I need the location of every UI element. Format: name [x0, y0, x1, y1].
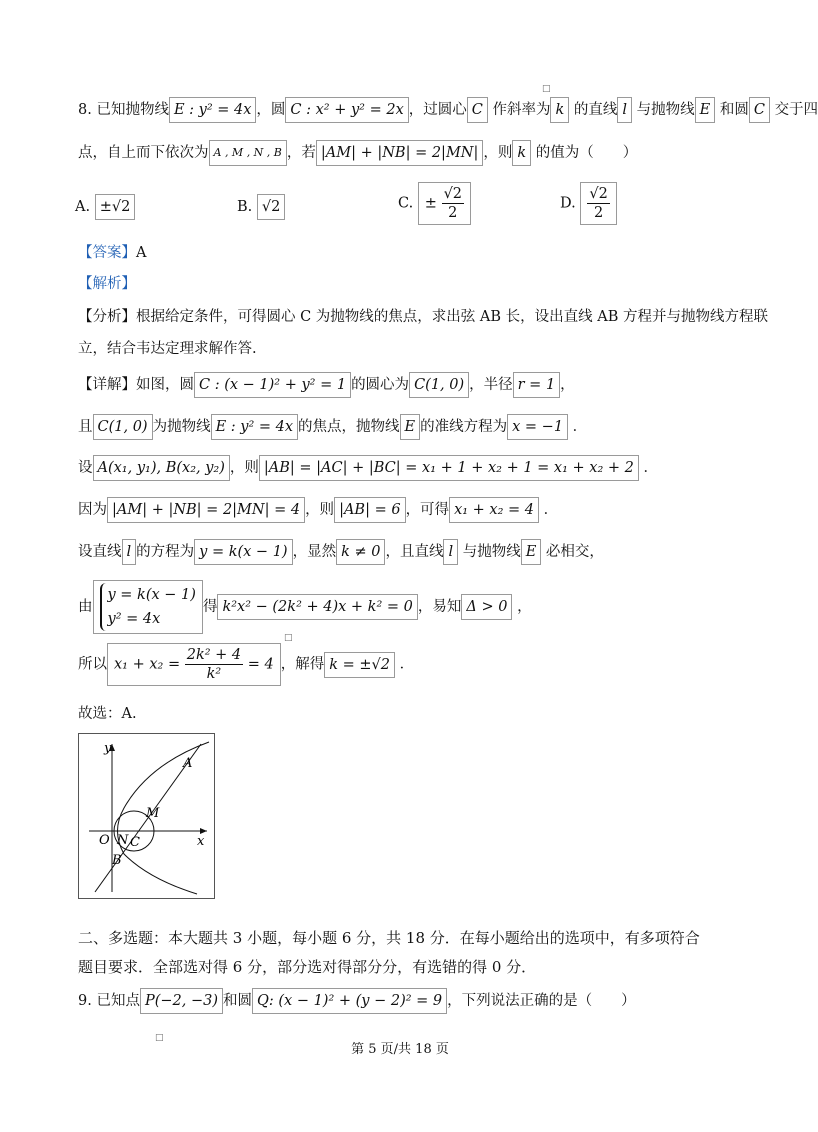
radius: r = 1 — [513, 372, 561, 398]
parabola-curve — [118, 742, 210, 894]
detail-text: ，解得 — [280, 656, 325, 673]
ab-length-equation: |AB| = |AC| + |BC| = x₁ + 1 + x₂ + 1 = x₁ + x₂ + 2 — [259, 455, 639, 481]
detail-row1 — [78, 372, 575, 398]
answer-value: A — [136, 245, 147, 261]
focus-point: C(1, 0) — [93, 414, 153, 440]
detail-text: 设直线 — [78, 544, 122, 560]
q8-text: 的值为（ ） — [535, 145, 638, 161]
discriminant: Δ > 0 — [461, 594, 512, 620]
page-footer: 第 5 页/共 18 页 — [351, 1042, 449, 1057]
detail-text: 的准线方程为 — [420, 419, 508, 435]
option-b[interactable] — [237, 194, 285, 220]
circle-c: C — [749, 97, 770, 123]
q8-text: 和圆 — [719, 102, 749, 118]
option-c-numerator: √2 — [443, 186, 463, 202]
option-b-label: B. — [237, 199, 253, 215]
option-c-value — [418, 182, 471, 225]
vieta-fraction — [185, 646, 243, 683]
k-nonzero: k ≠ 0 — [336, 539, 385, 565]
point-a-label: A — [183, 756, 193, 771]
detail-text: ． — [399, 656, 415, 673]
q8-text: 的直线 — [573, 102, 618, 118]
vieta-denominator: k² — [206, 666, 222, 682]
line-l-ref: l — [122, 539, 137, 565]
option-d-fraction — [587, 185, 609, 222]
option-a-label: A. — [75, 199, 91, 215]
detail-text: ，易知 — [417, 599, 462, 615]
detail-text: ，则 — [305, 502, 335, 518]
detail-text: ，半径 — [469, 377, 513, 393]
line-equation: y = k(x − 1) — [194, 539, 292, 565]
q8-prefix: 8. 已知抛物线 — [78, 102, 169, 118]
detail-row5 — [78, 539, 604, 565]
detail-text: 的方程为 — [136, 544, 195, 560]
point-n-label: N — [117, 833, 129, 848]
detail-row3 — [78, 455, 658, 481]
system-brace — [100, 583, 196, 631]
circle-equation: C : (x − 1)² + y² = 1 — [194, 372, 351, 398]
fenxi-line1: 【分析】根据给定条件，可得圆心 C 为抛物线的焦点，求出弦 AB 长，设出直线 AB 方程并与抛物线方程联 — [78, 309, 768, 325]
detail-text: 由 — [78, 599, 93, 615]
circle-q: Q: (x − 1)² + (y − 2)² = 9 — [252, 988, 447, 1014]
line-l: l — [617, 97, 632, 123]
fenxi-line2: 立，结合韦达定理求解作答. — [78, 341, 257, 357]
point-m-label: M — [146, 806, 160, 821]
detail-text: ， — [517, 599, 532, 615]
option-c-label: C. — [398, 195, 414, 212]
point-b-label: B — [112, 853, 122, 868]
option-c-sign: ± — [424, 195, 437, 212]
parabola-equation: E : y² = 4x — [211, 414, 298, 440]
option-c-fraction — [442, 185, 464, 222]
k-solution: k = ±√2 — [324, 652, 395, 678]
answer-line — [78, 242, 146, 264]
q8-text: 交于四 — [774, 102, 818, 118]
vieta-equation — [107, 643, 281, 686]
stray-mark: □ — [155, 1033, 164, 1043]
option-b-value: √2 — [257, 194, 285, 220]
parabola-e: E — [695, 97, 716, 123]
stray-mark: □ — [542, 84, 551, 94]
parabola-formula: E : y² = 4x — [169, 97, 256, 123]
detail-text: 的圆心为 — [351, 377, 410, 393]
option-c-denominator: 2 — [448, 205, 458, 221]
ab-value: |AB| = 6 — [334, 497, 406, 523]
option-d-numerator: √2 — [589, 186, 608, 202]
vieta-lhs: x₁ + x₂ = — [114, 656, 181, 673]
k-value: k — [512, 140, 531, 166]
geometry-figure — [78, 733, 215, 899]
condition-formula: |AM| + |NB| = 2|MN| — [316, 140, 483, 166]
detail-text: 必相交， — [545, 544, 604, 560]
detail-text: ，显然 — [292, 544, 337, 560]
detail-text: 因为 — [78, 502, 107, 518]
detail-text: 为抛物线 — [152, 419, 211, 435]
line-l-ref: l — [443, 539, 458, 565]
figure-svg — [79, 734, 214, 898]
q8-text: 点，自上而下依次为 — [78, 145, 209, 161]
choose-line: 故选：A. — [78, 706, 137, 722]
q8-line1 — [78, 97, 818, 123]
option-d-label: D. — [560, 195, 576, 212]
q9-text: 和圆 — [223, 993, 252, 1009]
point-c-label: C — [130, 835, 140, 850]
origin-label: O — [99, 833, 110, 848]
detail-text: 得 — [202, 599, 218, 615]
q8-text: ，则 — [483, 145, 513, 161]
slope-k: k — [550, 97, 569, 123]
detail-text: ，可得 — [405, 502, 450, 518]
circle-center: C(1, 0) — [409, 372, 469, 398]
answer-tag: 【答案】 — [78, 245, 136, 261]
detail-text: ，且直线 — [385, 544, 444, 560]
option-d[interactable] — [560, 182, 617, 225]
parabola-name: E — [521, 539, 542, 565]
detail-text: 设 — [78, 460, 93, 476]
vieta-numerator: 2k² + 4 — [186, 647, 242, 663]
detail-text: ． — [543, 502, 559, 518]
section2-line2: 题目要求．全部选对得 6 分，部分选对得部分分，有选错的得 0 分． — [78, 958, 537, 976]
detail-row6 — [78, 580, 532, 634]
q8-text: 作斜率为 — [492, 102, 551, 118]
q8-text: ，圆 — [256, 102, 286, 118]
detail-text: ． — [572, 419, 588, 435]
equation-system — [93, 580, 203, 634]
option-d-denominator: 2 — [593, 205, 604, 221]
detail-text: 的焦点，抛物线 — [298, 419, 400, 435]
y-label: y — [104, 741, 112, 756]
detail-text: ． — [643, 460, 658, 476]
system-eq1: y = k(x − 1) — [107, 587, 196, 603]
q8-text: 与抛物线 — [636, 102, 695, 118]
option-a[interactable] — [75, 194, 135, 220]
stray-mark: □ — [284, 633, 293, 643]
directrix: x = −1 — [507, 414, 568, 440]
detail-row4 — [78, 497, 558, 523]
detail-text: ，则 — [229, 460, 259, 476]
q8-text: ，若 — [286, 145, 316, 161]
system-eq2: y² = 4x — [107, 611, 161, 627]
q8-line2 — [78, 140, 637, 166]
vieta-rhs: = 4 — [247, 656, 274, 673]
points-list: A , M , N , B — [209, 140, 287, 166]
analysis-tag: 【解析】 — [78, 276, 136, 292]
section2-line1: 二、多选题：本大题共 3 小题，每小题 6 分，共 18 分．在每小题给出的选项中，有多项符合 — [78, 929, 700, 947]
q9-line — [78, 988, 636, 1014]
detail-text: 与抛物线 — [462, 544, 521, 560]
detail-row7 — [78, 643, 414, 686]
option-a-value: ±√2 — [95, 194, 136, 220]
x-label: x — [197, 834, 205, 849]
q8-text: ，过圆心 — [408, 102, 467, 118]
points-ab: A(x₁, y₁), B(x₂, y₂) — [93, 455, 230, 481]
segment-equation: |AM| + |NB| = 2|MN| = 4 — [107, 497, 305, 523]
analysis-line — [78, 273, 136, 295]
point-p: P(−2, −3) — [140, 988, 223, 1014]
detail-text: 且 — [78, 419, 93, 435]
detail-text: 所以 — [78, 656, 107, 673]
q9-prefix: 9. 已知点 — [78, 993, 140, 1009]
parabola-name: E — [400, 414, 421, 440]
detail-text: ， — [560, 377, 575, 393]
circle-formula: C : x² + y² = 2x — [285, 97, 408, 123]
option-c[interactable] — [398, 182, 471, 225]
q9-text: ，下列说法正确的是（ ） — [447, 993, 636, 1009]
detail-row2 — [78, 414, 587, 440]
center-c: C — [467, 97, 488, 123]
quadratic-equation: k²x² − (2k² + 4)x + k² = 0 — [217, 594, 417, 620]
x-sum: x₁ + x₂ = 4 — [449, 497, 539, 523]
detail-text: 【详解】如图，圆 — [78, 377, 194, 393]
option-d-value — [580, 182, 616, 225]
